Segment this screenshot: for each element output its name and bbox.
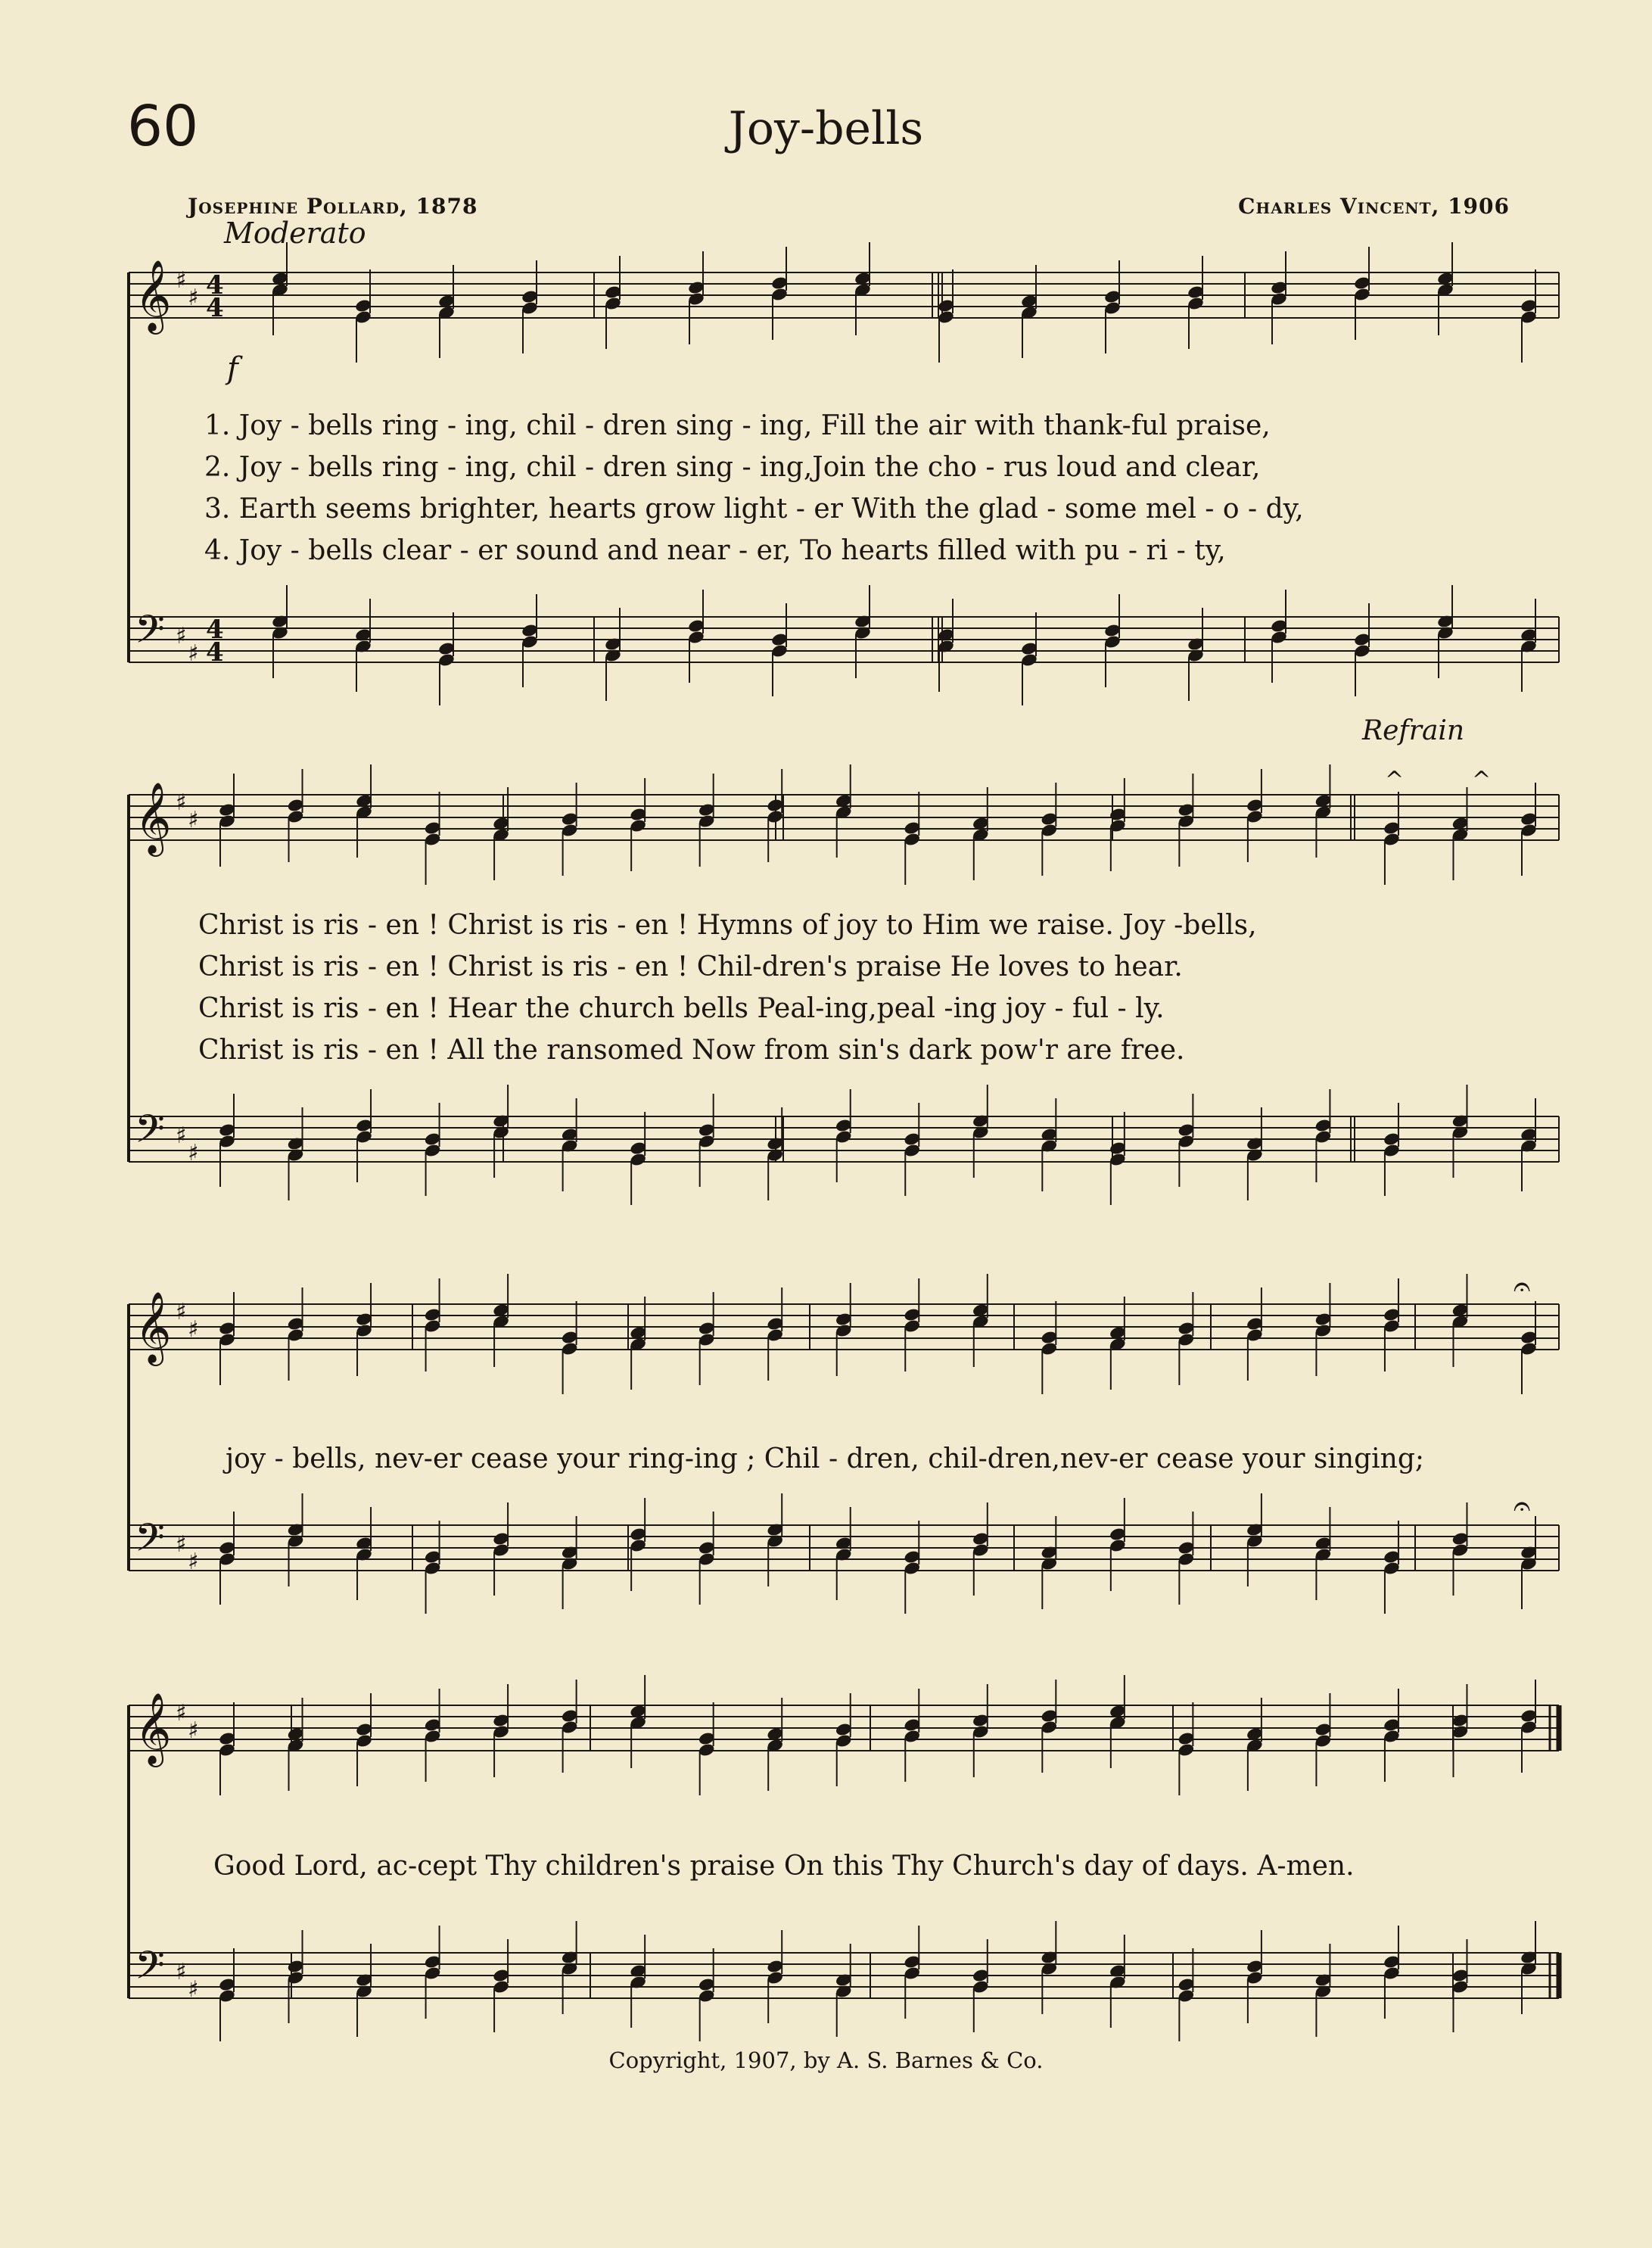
fermata-icon: 𝄐: [1514, 1489, 1531, 1524]
bass-clef-icon: 𝄢: [135, 1515, 165, 1570]
time-signature-top: 4: [206, 615, 224, 645]
system4-lyric-line: Good Lord, ac-cept Thy children's praise On this Thy Church's day of days. A-men.: [213, 1851, 1355, 1882]
sharp-icon: ♯: [176, 1299, 187, 1325]
fermata-icon: 𝄐: [1514, 1269, 1531, 1304]
hymn-number: 60: [127, 94, 199, 159]
bass-staff: [129, 617, 1559, 662]
refrain-line-1: Christ is ris - en ! Christ is ris - en ! Hymns of joy to Him we raise. Joy -bells,: [198, 910, 1257, 941]
verse-line-3: 3. Earth seems brighter, hearts grow light - er With the glad - some mel - o - dy,: [204, 494, 1304, 525]
sharp-icon: ♯: [188, 1549, 199, 1575]
treble-staff: [129, 272, 1559, 318]
sharp-icon: ♯: [188, 1976, 199, 2003]
treble-clef-icon: 𝄞: [135, 260, 172, 332]
verse-line-2: 2. Joy - bells ring - ing, chil - dren sing - ing,Join the cho - rus loud and clear,: [204, 452, 1261, 483]
sharp-icon: ♯: [188, 640, 199, 667]
sharp-icon: ♯: [176, 1700, 187, 1726]
sharp-icon: ♯: [188, 807, 199, 833]
refrain-line-2: Christ is ris - en ! Christ is ris - en ! Chil-dren's praise He loves to hear.: [198, 951, 1183, 982]
hymn-title: Joy-bells: [728, 102, 924, 155]
sharp-icon: ♯: [176, 623, 187, 649]
treble-clef-icon: 𝄞: [135, 1291, 172, 1363]
sharp-icon: ♯: [188, 1140, 199, 1166]
sharp-icon: ♯: [188, 1316, 199, 1343]
time-signature-top: 4: [206, 270, 224, 300]
refrain-label: Refrain: [1362, 715, 1465, 746]
accent-icon: ^: [1472, 767, 1492, 793]
refrain-line-3: Christ is ris - en ! Hear the church bells Peal-ing,peal -ing joy - ful - ly.: [198, 993, 1165, 1024]
sharp-icon: ♯: [188, 285, 199, 311]
time-signature-bottom: 4: [206, 293, 224, 323]
accent-icon: ^: [1385, 767, 1405, 793]
refrain-line-4: Christ is ris - en ! All the ransomed Now from sin's dark pow'r are free.: [198, 1035, 1185, 1066]
verse-line-1: 1. Joy - bells ring - ing, chil - dren sing - ing, Fill the air with thank-ful praise,: [204, 410, 1271, 441]
sharp-icon: ♯: [176, 789, 187, 816]
sharp-icon: ♯: [176, 1531, 187, 1558]
verse-line-4: 4. Joy - bells clear - er sound and near - er, To hearts filled with pu - ri - ty,: [204, 535, 1226, 566]
bass-clef-icon: 𝄢: [135, 1942, 165, 1997]
treble-clef-icon: 𝄞: [135, 1692, 172, 1764]
sharp-icon: ♯: [176, 1959, 187, 1985]
bass-clef-icon: 𝄢: [135, 606, 165, 662]
system3-lyric-line: joy - bells, nev-er cease your ring-ing ; Chil - dren, chil-dren,nev-er cease your singing;: [226, 1443, 1424, 1474]
composer-credit: Charles Vincent, 1906: [1238, 194, 1510, 219]
treble-clef-icon: 𝄞: [135, 782, 172, 854]
lyricist-credit: Josephine Pollard, 1878: [188, 194, 478, 219]
sharp-icon: ♯: [188, 1717, 199, 1744]
tempo-marking: Moderato: [224, 216, 366, 250]
bass-clef-icon: 𝄢: [135, 1106, 165, 1161]
sharp-icon: ♯: [176, 1122, 187, 1149]
time-signature-bottom: 4: [206, 637, 224, 668]
dynamic-forte: f: [227, 351, 238, 386]
copyright-notice: Copyright, 1907, by A. S. Barnes & Co.: [608, 2047, 1044, 2073]
sharp-icon: ♯: [176, 267, 187, 294]
